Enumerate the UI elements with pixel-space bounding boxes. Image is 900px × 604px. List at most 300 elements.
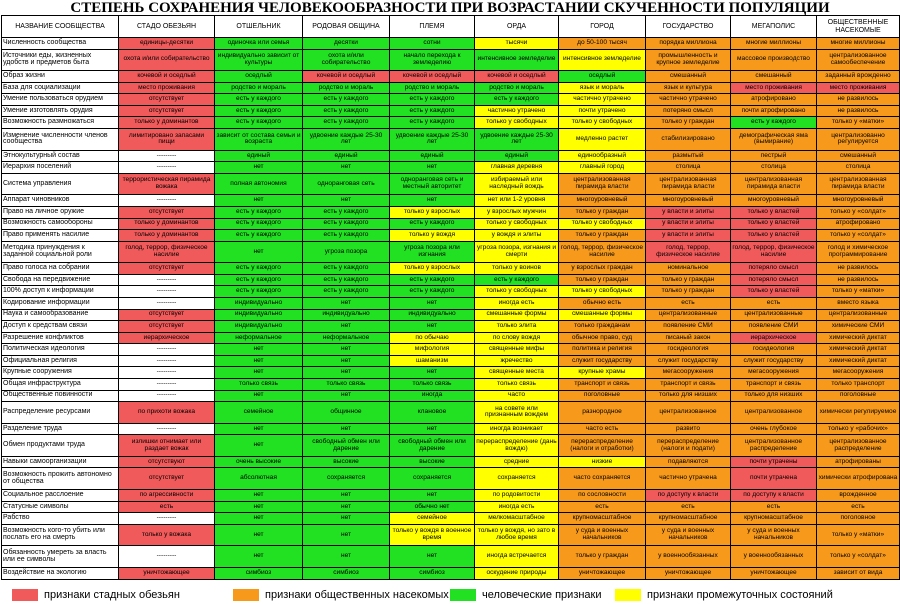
legend-label: признаки стадных обезьян [44, 589, 180, 601]
table-row [2, 117, 900, 129]
table-cell: полная автономия [215, 173, 303, 195]
table-row [2, 263, 900, 275]
table-cell: нет [215, 367, 303, 379]
table-cell: мегасооружения [646, 367, 731, 379]
row-label: Право на личное оружие [2, 206, 119, 218]
table-cell: есть у каждого [215, 206, 303, 218]
table-cell: часто есть [559, 423, 646, 435]
table-cell: химический диктат [817, 344, 900, 356]
table-cell: --------- [119, 513, 215, 525]
table-cell: транспорт и связь [731, 378, 817, 390]
table-row [2, 402, 900, 424]
table-cell: только у взрослых [390, 263, 475, 275]
row-label: Рабство [2, 513, 119, 525]
table-cell: централизованное [731, 402, 817, 424]
table-cell: атрофировано [731, 94, 817, 106]
table-cell: по доступу к власти [731, 490, 817, 502]
legend-swatch-green [450, 589, 476, 601]
table-cell: очень высокие [215, 456, 303, 468]
row-label: Обмен продуктами труда [2, 435, 119, 457]
table-cell: по обычаю [390, 332, 475, 344]
table-cell: потеряно смысл [646, 105, 731, 117]
legend-label: признаки общественных насекомых [265, 589, 449, 601]
table-row [2, 390, 900, 402]
table-cell: только у свободных [559, 117, 646, 129]
table-cell: террористическая пирамида вожака [119, 173, 215, 195]
table-cell: многоуровневый [646, 195, 731, 207]
table-cell: перераспределение (дань вождю) [475, 435, 559, 457]
table-cell: есть [559, 501, 646, 513]
table-cell: есть у каждого [390, 105, 475, 117]
table-row [2, 298, 900, 310]
table-cell: свободный обмен или дарение [303, 435, 390, 457]
table-cell: смешанные формы [475, 309, 559, 321]
table-cell: мегасооружения [817, 367, 900, 379]
table-cell: единый [390, 150, 475, 162]
table-cell: отсутствует [119, 105, 215, 117]
table-cell: только у доминантов [119, 117, 215, 129]
table-cell: обычно есть [559, 298, 646, 310]
table-cell: голод, террор, физическое насилие [646, 241, 731, 263]
table-cell: есть у каждого [303, 117, 390, 129]
table-cell: нет [215, 162, 303, 174]
table-cell: пестрый [731, 150, 817, 162]
table-row [2, 468, 900, 490]
table-cell: только у граждан [559, 206, 646, 218]
table-cell: иногда [390, 390, 475, 402]
table-cell: есть у каждого [390, 94, 475, 106]
table-cell: жречество [475, 355, 559, 367]
table-cell: родство и мораль [390, 82, 475, 94]
row-label: Общая инфраструктура [2, 378, 119, 390]
row-label: Умение пользоваться орудием [2, 94, 119, 106]
table-cell: есть у каждого [215, 218, 303, 230]
column-header: ОРДА [475, 16, 559, 38]
row-label: Возможность прожить автономно от общества [2, 468, 119, 490]
table-cell: абсолютная [215, 468, 303, 490]
column-header: НАЗВАНИЕ СООБЩЕСТВА [2, 16, 119, 38]
column-header: МЕГАПОЛИС [731, 16, 817, 38]
table-cell: нет [390, 162, 475, 174]
table-cell: семейное [215, 402, 303, 424]
table-cell: у взрослых граждан [559, 263, 646, 275]
table-cell: нет [215, 390, 303, 402]
table-cell: нет [303, 546, 390, 568]
row-label: Свобода на передвижение [2, 274, 119, 286]
row-label: Возможность самообороны [2, 218, 119, 230]
table-cell: --------- [119, 546, 215, 568]
table-cell: тысячи [475, 38, 559, 50]
table-cell: иерархическое [731, 332, 817, 344]
table-row [2, 230, 900, 242]
table-cell: только у «солдат» [817, 546, 900, 568]
table-cell: иерархическое [119, 332, 215, 344]
table-cell: голод, террор, физическое насилие [731, 241, 817, 263]
table-cell: у военнообязанных [731, 546, 817, 568]
table-cell: угроза позора, изгнания и смерти [475, 241, 559, 263]
row-label: Статусные символы [2, 501, 119, 513]
table-cell: централизованное распределение [731, 435, 817, 457]
row-label: Доступ к средствам связи [2, 321, 119, 333]
table-cell: централизованная пирамида власти [817, 173, 900, 195]
table-cell: транспорт и связь [646, 378, 731, 390]
table-cell: только у доминантов [119, 230, 215, 242]
table-cell: нет [303, 355, 390, 367]
column-header: ОТШЕЛЬНИК [215, 16, 303, 38]
table-cell: централизованное [646, 402, 731, 424]
table-cell: химически регулируемое [817, 402, 900, 424]
table-cell: оседлый [215, 71, 303, 83]
row-label: Источники еды, жизненных удобств и предметов быта [2, 49, 119, 71]
table-cell: у власти и элиты [646, 206, 731, 218]
table-cell: нет [215, 355, 303, 367]
table-cell: только у «рабочих» [817, 423, 900, 435]
table-cell: нет [303, 423, 390, 435]
table-cell: угроза позора [303, 241, 390, 263]
table-cell: только у вождя в военное время [390, 524, 475, 546]
table-cell: --------- [119, 355, 215, 367]
table-cell: есть [646, 501, 731, 513]
table-cell: сохраняется [390, 468, 475, 490]
table-cell: язык и мораль [559, 82, 646, 94]
table-cell: только у «солдат» [817, 230, 900, 242]
table-cell: кочевой и оседлый [303, 71, 390, 83]
table-cell: единый [215, 150, 303, 162]
table-cell: по сословности [559, 490, 646, 502]
table-cell: только у граждан [646, 274, 731, 286]
table-cell: частично утрачена [646, 468, 731, 490]
table-cell: есть у каждого [390, 274, 475, 286]
table-row [2, 309, 900, 321]
table-cell: смешанный [646, 71, 731, 83]
row-label: Обязанность умереть за власть или ее символы [2, 546, 119, 568]
table-cell: есть у каждого [215, 230, 303, 242]
table-cell: есть у каждого [215, 94, 303, 106]
table-cell: на совете или признанным вождем [475, 402, 559, 424]
table-cell: язык и культура [646, 82, 731, 94]
table-cell: есть у каждого [215, 105, 303, 117]
table-row [2, 82, 900, 94]
table-cell: --------- [119, 367, 215, 379]
table-cell: неформальное [303, 332, 390, 344]
row-label: Официальная религия [2, 355, 119, 367]
table-cell: отсутствует [119, 321, 215, 333]
table-cell: нет [215, 490, 303, 502]
table-cell: нет [215, 195, 303, 207]
table-cell: не развилось [817, 263, 900, 275]
row-label: Социальное расслоение [2, 490, 119, 502]
table-cell: сотни [390, 38, 475, 50]
table-cell: мегасооружения [731, 367, 817, 379]
table-cell: нет [215, 513, 303, 525]
column-header: ПЛЕМЯ [390, 16, 475, 38]
table-cell: удвоение каждые 25-30 лет [475, 129, 559, 151]
table-cell: обычное право, суд [559, 332, 646, 344]
table-cell: у суда и военных начальников [731, 524, 817, 546]
table-cell: централизованная пирамида власти [646, 173, 731, 195]
table-cell: только у свободных [559, 218, 646, 230]
table-cell: лимитировано запасами пищи [119, 129, 215, 151]
table-cell: индивидуально [215, 298, 303, 310]
table-cell: служит государству [559, 355, 646, 367]
table-cell: почти атрофировано [731, 105, 817, 117]
table-row [2, 274, 900, 286]
column-header: СТАДО ОБЕЗЬЯН [119, 16, 215, 38]
table-cell: зависит от состава семьи и возраста [215, 129, 303, 151]
table-cell: частично утрачено [646, 94, 731, 106]
table-row [2, 38, 900, 50]
table-cell: порядка миллиона [646, 38, 731, 50]
table-cell: нет [215, 524, 303, 546]
table-cell: не развилось [817, 105, 900, 117]
table-row [2, 513, 900, 525]
table-cell: есть у каждого [303, 286, 390, 298]
table-cell: частично утрачено [559, 94, 646, 106]
row-label: Этнокультурный состав [2, 150, 119, 162]
table-row [2, 162, 900, 174]
table-cell: удвоение каждые 25-30 лет [303, 129, 390, 151]
table-cell: нет [215, 501, 303, 513]
table-cell: интенсивное земледелие [559, 49, 646, 71]
table-cell: только у свободных [475, 117, 559, 129]
table-cell: по родовитости [475, 490, 559, 502]
table-cell: избираемый или наследный вождь [475, 173, 559, 195]
table-cell: отсутствуют [119, 456, 215, 468]
table-cell: индивидуально [215, 321, 303, 333]
table-cell: только связь [475, 378, 559, 390]
table-cell: нет [303, 524, 390, 546]
row-label: Кодирование информации [2, 298, 119, 310]
legend-item-intermediate [615, 588, 833, 602]
table-cell: нет [390, 321, 475, 333]
table-cell: отсутствует [119, 309, 215, 321]
table-cell: клановое [390, 402, 475, 424]
table-cell: единый [475, 150, 559, 162]
table-cell: излишки отнимает или раздает вожак [119, 435, 215, 457]
table-cell: появление СМИ [646, 321, 731, 333]
table-cell: уничтожающее [646, 568, 731, 580]
table-cell: есть [731, 501, 817, 513]
table-cell: место проживания [119, 82, 215, 94]
table-cell: отсутствует [119, 94, 215, 106]
table-cell: очень глубокое [731, 423, 817, 435]
table-cell: кочевой и оседлый [390, 71, 475, 83]
table-cell: писаный закон [646, 332, 731, 344]
table-row [2, 524, 900, 546]
table-cell: общинное [303, 402, 390, 424]
row-label: Система управления [2, 173, 119, 195]
row-label: База для социализации [2, 82, 119, 94]
table-cell: есть у каждого [731, 117, 817, 129]
table-cell: средние [475, 456, 559, 468]
table-cell: иногда возникает [475, 423, 559, 435]
table-cell: зависит от вида [817, 568, 900, 580]
table-cell: нет [390, 195, 475, 207]
table-cell: не развилось [817, 274, 900, 286]
table-cell: удвоение каждые 25-30 лет [390, 129, 475, 151]
table-row [2, 218, 900, 230]
table-row [2, 129, 900, 151]
table-cell: интенсивное земледелие [475, 49, 559, 71]
table-cell: есть у каждого [215, 263, 303, 275]
table-row [2, 355, 900, 367]
table-cell: номинальное [646, 263, 731, 275]
table-cell: есть у каждого [303, 206, 390, 218]
table-cell: только связь [303, 378, 390, 390]
row-label: Крупные сооружения [2, 367, 119, 379]
table-cell: поголовные [817, 390, 900, 402]
row-label: Образ жизни [2, 71, 119, 83]
table-cell: только элита [475, 321, 559, 333]
table-row [2, 105, 900, 117]
table-cell: только у доминантов [119, 218, 215, 230]
table-cell: атрофированы [817, 456, 900, 468]
table-cell: только у вождя, но зато в любое время [475, 524, 559, 546]
row-label: Распределение ресурсами [2, 402, 119, 424]
table-cell: централизованная пирамида власти [731, 173, 817, 195]
table-row [2, 546, 900, 568]
table-cell: иногда есть [475, 298, 559, 310]
table-cell: только у граждан [559, 546, 646, 568]
table-cell: централизованные [646, 309, 731, 321]
table-cell: место проживания [817, 82, 900, 94]
table-cell: по агрессивности [119, 490, 215, 502]
table-cell: начало перехода к земледелию [390, 49, 475, 71]
table-cell: массовое производство [731, 49, 817, 71]
table-cell: нет [303, 367, 390, 379]
table-cell: перераспределение (налоги и подати) [646, 435, 731, 457]
table-cell: развито [646, 423, 731, 435]
row-label: Разделение труда [2, 423, 119, 435]
table-cell: демографическая яма (вымирание) [731, 129, 817, 151]
row-label: Право голоса на собрании [2, 263, 119, 275]
table-row [2, 286, 900, 298]
table-cell: есть у каждого [215, 117, 303, 129]
legend-label: признаки промежуточных состояний [647, 589, 833, 601]
table-cell: размытый [646, 150, 731, 162]
table-row [2, 150, 900, 162]
table-cell: индивидуально [303, 309, 390, 321]
row-label: Возможность кого-то убить или послать его на смерть [2, 524, 119, 546]
table-cell: до 50-100 тысяч [559, 38, 646, 50]
table-cell: нет [215, 546, 303, 568]
table-cell: только связь [390, 378, 475, 390]
table-cell: только у «матки» [817, 524, 900, 546]
row-label: Иерархия поселений [2, 162, 119, 174]
table-cell: только у свободных [559, 286, 646, 298]
table-cell: частично утрачено [475, 105, 559, 117]
table-cell: симбиоз [215, 568, 303, 580]
row-label: 100% доступ к информации [2, 286, 119, 298]
table-cell: иногда встречается [475, 546, 559, 568]
table-cell: одноранговая сеть [303, 173, 390, 195]
table-cell: единообразный [559, 150, 646, 162]
table-cell: есть [119, 501, 215, 513]
table-row [2, 332, 900, 344]
table-cell: иногда есть [475, 501, 559, 513]
table-cell: централизованные [731, 309, 817, 321]
table-cell: поголовное [817, 513, 900, 525]
table-cell: многоуровневый [731, 195, 817, 207]
table-cell: симбиоз [390, 568, 475, 580]
table-cell: главная деревня [475, 162, 559, 174]
table-cell: --------- [119, 344, 215, 356]
table-cell: оседлый [559, 71, 646, 83]
table-cell: многие миллионы [817, 38, 900, 50]
table-cell: нет [390, 546, 475, 568]
table-cell: у суда и военных начальников [559, 524, 646, 546]
table-cell: почти утрачены [731, 456, 817, 468]
table-cell: --------- [119, 195, 215, 207]
table-cell: медленно растет [559, 129, 646, 151]
table-row [2, 195, 900, 207]
table-cell: служит государству [731, 355, 817, 367]
table-cell: --------- [119, 390, 215, 402]
row-label: Разрешение конфликтов [2, 332, 119, 344]
table-cell: отсутствует [119, 263, 215, 275]
table-cell: голод, террор, физическое насилие [559, 241, 646, 263]
table-cell: атрофировано [817, 218, 900, 230]
table-cell: смешанные формы [559, 309, 646, 321]
table-cell: только у властей [731, 230, 817, 242]
table-cell: химический диктат [817, 355, 900, 367]
row-label: Возможность размножаться [2, 117, 119, 129]
legend-item-insects [233, 588, 449, 602]
legend [0, 585, 900, 604]
table-cell: --------- [119, 423, 215, 435]
table-cell: почти утрачена [731, 468, 817, 490]
legend-label: человеческие признаки [482, 589, 602, 601]
table-cell: --------- [119, 274, 215, 286]
table-cell: нет [303, 321, 390, 333]
row-label: Численность сообщества [2, 38, 119, 50]
table-cell: госидеология [731, 344, 817, 356]
table-cell: только у властей [731, 218, 817, 230]
table-cell: многие миллионы [731, 38, 817, 50]
row-label: Наука и самообразование [2, 309, 119, 321]
table-cell: есть у каждого [303, 274, 390, 286]
row-label: Навыки самоорганизации [2, 456, 119, 468]
table-cell: централизованная пирамида власти [559, 173, 646, 195]
table-cell: нет [303, 162, 390, 174]
table-row [2, 501, 900, 513]
table-cell: --------- [119, 286, 215, 298]
table-cell: появление СМИ [731, 321, 817, 333]
table-cell: отсутствует [119, 468, 215, 490]
table-cell: только для низших [731, 390, 817, 402]
table-cell: только у вожака [119, 524, 215, 546]
table-cell: у военнообязанных [646, 546, 731, 568]
table-cell: химический диктат [817, 332, 900, 344]
table-row [2, 423, 900, 435]
table-cell: обычно нет [390, 501, 475, 513]
table-cell: нет [303, 298, 390, 310]
table-cell: сохраняется [475, 468, 559, 490]
table-cell: шаманизм [390, 355, 475, 367]
table-cell: нет [303, 513, 390, 525]
row-label: Общественные повинности [2, 390, 119, 402]
table-cell: есть у каждого [390, 218, 475, 230]
table-row [2, 490, 900, 502]
table-cell: есть [817, 501, 900, 513]
table-row [2, 173, 900, 195]
table-cell: уничтожающее [731, 568, 817, 580]
table-row [2, 241, 900, 263]
row-label: Воздействие на экологию [2, 568, 119, 580]
table-cell: почти утрачено [559, 105, 646, 117]
table-cell: угроза позора или изгнания [390, 241, 475, 263]
table-cell: вместо языка [817, 298, 900, 310]
